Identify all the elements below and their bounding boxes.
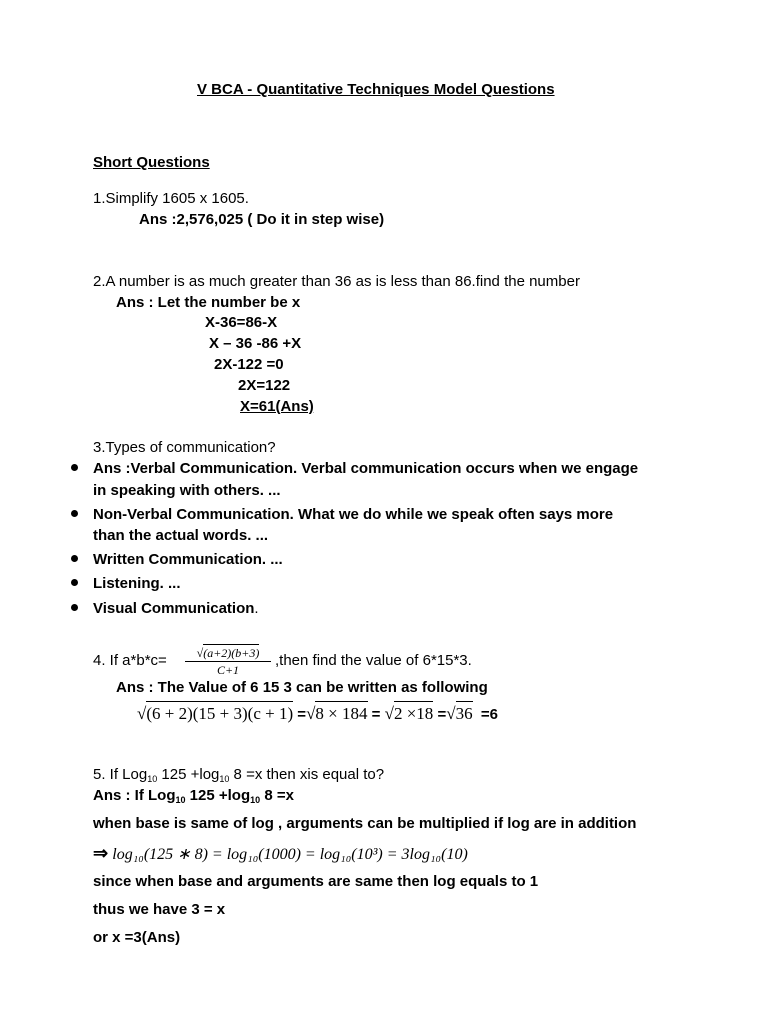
sqrt-icon: √ bbox=[196, 646, 204, 660]
question-1: 1.Simplify 1605 x 1605. bbox=[93, 190, 249, 207]
question-2: 2.A number is as much greater than 36 as is less than 86.find the number bbox=[93, 273, 580, 290]
answer-2-result: X=61(Ans) bbox=[240, 398, 314, 415]
sqrt-icon: √ bbox=[137, 704, 147, 723]
answer-1: Ans :2,576,025 ( Do it in step wise) bbox=[139, 211, 385, 228]
answer-4-equation bbox=[137, 701, 498, 726]
bullet-item-1-cont: in speaking with others. ... bbox=[93, 482, 281, 499]
question-5-part: 5. If Log bbox=[93, 766, 148, 783]
implies-arrow-icon: ⇒ bbox=[93, 843, 109, 863]
equation-radicand-4: 36 bbox=[456, 701, 473, 725]
log-base: 10 bbox=[219, 774, 230, 784]
equation-equals-3: = bbox=[437, 706, 447, 723]
question-4-prefix: 4. If a*b*c= bbox=[93, 652, 167, 669]
sqrt-icon: √ bbox=[384, 704, 394, 723]
fraction-numerator: (a+2)(b+3) bbox=[203, 646, 260, 660]
answer-4: Ans : The Value of 6 15 3 can be written as following bbox=[116, 679, 488, 696]
equation-equals-2: = bbox=[371, 706, 381, 723]
answer-5-line-4: or x =3(Ans) bbox=[93, 929, 181, 946]
equation-result: =6 bbox=[480, 706, 499, 723]
bullet-item-1: Ans :Verbal Communication. Verbal communication occurs when we engage bbox=[93, 460, 639, 477]
bullet-icon bbox=[71, 579, 78, 586]
equation-radicand-3: 2 ×18 bbox=[394, 701, 433, 725]
answer-5 bbox=[93, 786, 294, 810]
answer-5-part: 125 +log bbox=[185, 787, 251, 804]
bullet-item-3: Written Communication. ... bbox=[93, 551, 283, 568]
bullet-icon bbox=[71, 464, 78, 471]
answer-5-part: Ans : If Log bbox=[93, 787, 176, 804]
bullet-item-2-cont: than the actual words. ... bbox=[93, 527, 269, 544]
sqrt-icon: √ bbox=[446, 704, 456, 723]
fraction-bar bbox=[185, 661, 271, 662]
question-5-part: 8 =x then xis equal to? bbox=[229, 766, 385, 783]
bullet-icon bbox=[71, 555, 78, 562]
log-base: 10 bbox=[175, 795, 186, 805]
answer-5-equation bbox=[93, 841, 468, 867]
log-base: 10 bbox=[250, 795, 261, 805]
log-equation: log₁₀(125 ∗ 8) = log₁₀(1000) = log₁₀(10³) = 3log₁₀(10) bbox=[112, 846, 468, 863]
answer-2-step-4: 2X=122 bbox=[238, 377, 291, 394]
sqrt-icon: √ bbox=[306, 704, 316, 723]
answer-5-line-1: when base is same of log , arguments can be multiplied if log are in addition bbox=[93, 815, 637, 832]
answer-5-line-2: since when base and arguments are same then log equals to 1 bbox=[93, 873, 539, 890]
answer-5-part: 8 =x bbox=[260, 787, 294, 804]
question-4-suffix: ,then find the value of 6*15*3. bbox=[275, 652, 472, 669]
bullet-icon bbox=[71, 510, 78, 517]
equation-radicand-2: 8 × 184 bbox=[315, 701, 367, 725]
equation-radicand-1: (6 + 2)(15 + 3)(c + 1) bbox=[146, 701, 293, 725]
page-title: V BCA - Quantitative Techniques Model Questions bbox=[197, 81, 555, 98]
log-base: 10 bbox=[147, 774, 158, 784]
bullet-item-5-text: Visual Communication bbox=[93, 600, 255, 617]
question-4-fraction bbox=[185, 644, 271, 677]
answer-5-line-3: thus we have 3 = x bbox=[93, 901, 226, 918]
answer-2-step-1: X-36=86-X bbox=[205, 314, 278, 331]
answer-2-step-3: 2X-122 =0 bbox=[214, 356, 284, 373]
answer-2: Ans : Let the number be x bbox=[116, 294, 301, 311]
section-heading: Short Questions bbox=[93, 154, 210, 171]
question-3: 3.Types of communication? bbox=[93, 439, 276, 456]
bullet-item-5-period: . bbox=[254, 600, 259, 617]
question-5-part: 125 +log bbox=[157, 766, 220, 783]
bullet-item-2: Non-Verbal Communication. What we do while we speak often says more bbox=[93, 506, 614, 523]
bullet-item-5 bbox=[93, 599, 259, 619]
answer-2-step-2: X – 36 -86 +X bbox=[209, 335, 302, 352]
bullet-item-4: Listening. ... bbox=[93, 575, 181, 592]
bullet-icon bbox=[71, 604, 78, 611]
equation-equals-1: = bbox=[297, 706, 307, 723]
fraction-denominator: C+1 bbox=[216, 663, 240, 677]
